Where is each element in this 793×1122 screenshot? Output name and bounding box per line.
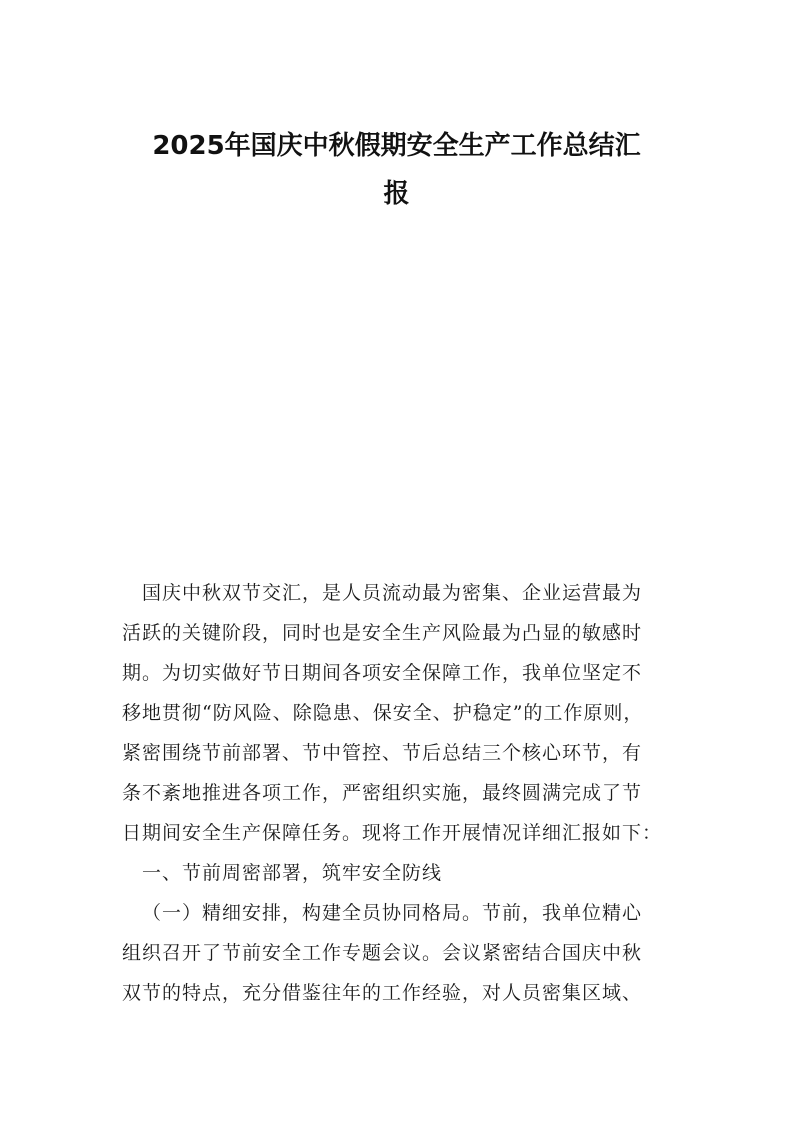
section-heading: 一、节前周密部署，筑牢安全防线: [142, 862, 443, 884]
paragraph-line: 期。为切实做好节日期间各项安全保障工作，我单位坚定不: [122, 662, 643, 684]
paragraph-line: （一）精细安排，构建全员协同格局。节前，我单位精心: [142, 902, 643, 924]
paragraph-line: 条不紊地推进各项工作，严密组织实施，最终圆满完成了节: [122, 782, 643, 804]
document-title-continued: 报: [383, 179, 410, 209]
paragraph-line: 组织召开了节前安全工作专题会议。会议紧密结合国庆中秋: [122, 942, 643, 964]
paragraph-line: 紧密围绕节前部署、节中管控、节后总结三个核心环节，有: [122, 742, 643, 764]
paragraph-line: 国庆中秋双节交汇，是人员流动最为密集、企业运营最为: [142, 582, 643, 604]
paragraph-line: 移地贯彻“防风险、除隐患、保安全、护稳定”的工作原则，: [122, 702, 644, 724]
paragraph-line: 双节的特点，充分借鉴往年的工作经验，对人员密集区域、: [122, 982, 643, 1004]
document-title: 2025年国庆中秋假期安全生产工作总结汇: [152, 131, 641, 161]
paragraph-line: 活跃的关键阶段，同时也是安全生产风险最为凸显的敏感时: [122, 622, 643, 644]
paragraph-line: 日期间安全生产保障任务。现将工作开展情况详细汇报如下：: [122, 822, 663, 844]
